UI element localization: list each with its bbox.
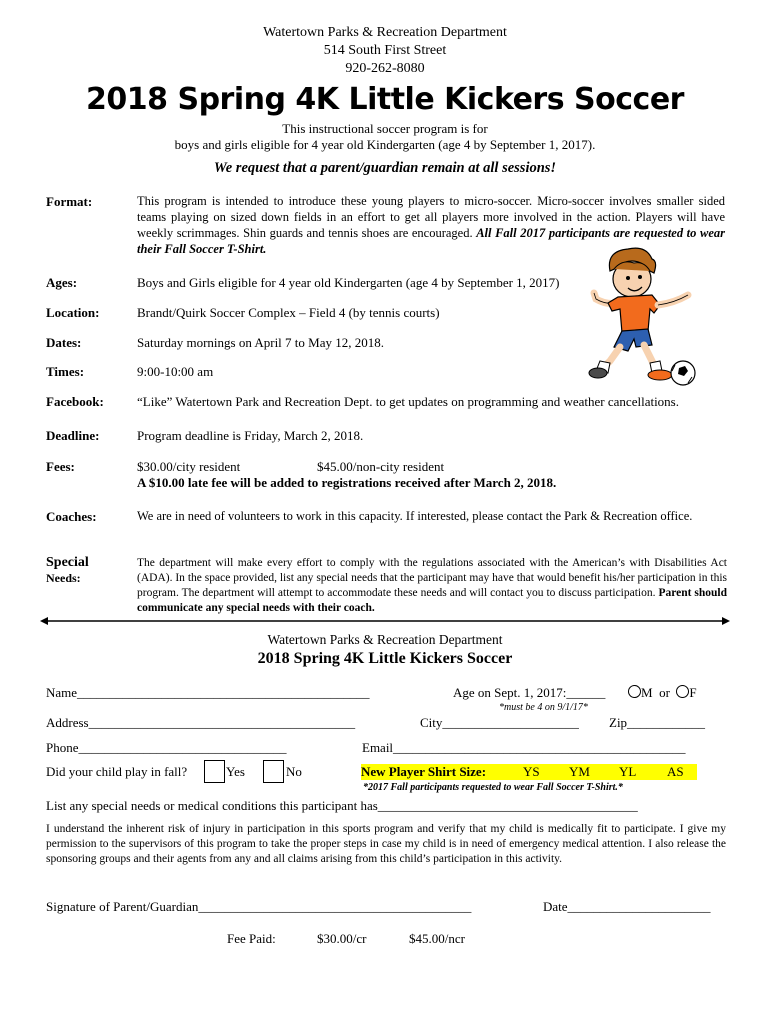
fees-city: $30.00/city resident (137, 459, 241, 474)
facebook-text: “Like” Watertown Park and Recreation Dept. to get updates on programming and weather cancellations. (137, 394, 679, 409)
cut-line-divider (40, 614, 730, 628)
male-label: M (641, 685, 653, 700)
yes-checkbox[interactable] (204, 760, 225, 783)
special-coach-note: Parent should communicate any special needs with their coach. (137, 587, 728, 614)
dates-text: Saturday mornings on April 7 to May 12, 2018. (137, 335, 384, 350)
page-title: 2018 Spring 4K Little Kickers Soccer (86, 82, 684, 117)
location-text: Brandt/Quirk Soccer Complex – Field 4 (by tennis courts) (137, 305, 440, 320)
signature-field[interactable]: Signature of Parent/Guardian__________________________________________ (46, 899, 472, 914)
deadline-label: Deadline: (46, 428, 100, 443)
facebook-label: Facebook: (46, 394, 104, 409)
format-text: This program is intended to introduce these young players to micro-soccer. Micro-soccer involves smaller sided teams playing on sized down fields in an effort to get all players more involved in the action. Players will have weekly scrimmages. Shin guards and tennis shoes are encouraged. (137, 194, 725, 240)
format-label: Format: (46, 194, 93, 209)
zip-field[interactable]: Zip____________ (609, 715, 706, 730)
intro-line-1: This instructional soccer program is for (282, 121, 488, 136)
special-needs-paragraph (137, 556, 727, 616)
coaches-text: We are in need of volunteers to work in this capacity. If interested, please contact the Park & Recreation office. (137, 509, 693, 523)
soccer-kid-illustration (588, 243, 706, 391)
age-field[interactable]: Age on Sept. 1, 2017:______ (453, 685, 606, 700)
times-label: Times: (46, 364, 85, 379)
female-label: F (689, 685, 697, 700)
or-label: or (659, 685, 670, 700)
date-field[interactable]: Date______________________ (543, 899, 711, 914)
no-checkbox[interactable] (263, 760, 284, 783)
shirt-size-yl[interactable]: YL (619, 764, 637, 779)
special-needs-field[interactable]: List any special needs or medical conditions this participant has________________________________________ (46, 798, 638, 813)
shirt-size-ys[interactable]: YS (523, 764, 540, 779)
times-text: 9:00-10:00 am (137, 364, 214, 379)
special-label-2: Needs: (46, 571, 81, 585)
special-text: The department will make every effort to comply with the regulations associated with the American’s with Disabilities Act (ADA). In the space provided, list any special needs that the participant may have that would benefit his/her participation in this program. The department will attempt to accommodate these needs and will contact you to discuss participation. (137, 557, 727, 599)
age-note: *must be 4 on 9/1/17* (499, 702, 588, 713)
shirt-size-ym[interactable]: YM (569, 764, 590, 779)
fees-noncity: $45.00/non-city resident (317, 459, 445, 474)
fee-city-option: $30.00/cr (317, 931, 367, 946)
name-field[interactable]: Name_____________________________________________ (46, 685, 370, 700)
fee-paid-label: Fee Paid: (227, 931, 276, 946)
coaches-label: Coaches: (46, 509, 97, 524)
shirt-note: *2017 Fall participants requested to wear Fall Soccer T-Shirt.* (363, 782, 623, 793)
special-label-1: Special (46, 555, 89, 570)
form-title: 2018 Spring 4K Little Kickers Soccer (257, 650, 513, 667)
header-dept: Watertown Parks & Recreation Department (263, 25, 507, 40)
form-dept: Watertown Parks & Recreation Department (267, 632, 503, 647)
address-field[interactable]: Address_________________________________________ (46, 715, 356, 730)
fees-late-fee: A $10.00 late fee will be added to registrations received after March 2, 2018. (137, 475, 557, 490)
shirt-size-as[interactable]: AS (667, 764, 684, 779)
ages-text: Boys and Girls eligible for 4 year old Kindergarten (age 4 by September 1, 2017) (137, 275, 560, 290)
dates-label: Dates: (46, 335, 82, 350)
phone-field[interactable]: Phone________________________________ (46, 740, 287, 755)
gender-choice (628, 685, 697, 701)
shirt-size-row (361, 764, 697, 780)
yes-label: Yes (226, 764, 245, 779)
header-phone: 920-262-8080 (345, 61, 425, 76)
location-label: Location: (46, 305, 100, 320)
intro-line-2: boys and girls eligible for 4 year old Kindergarten (age 4 by September 1, 2017). (174, 137, 596, 152)
email-field[interactable]: Email_____________________________________________ (362, 740, 686, 755)
no-label: No (286, 764, 302, 779)
shirt-size-label: New Player Shirt Size: (361, 764, 487, 779)
fall-question: Did your child play in fall? (46, 764, 188, 779)
waiver-text: I understand the inherent risk of injury in participation in this sports program and verify that my child is medically fit to participate. I give my permission to the supervisors of this program to take the proper steps in case my child is in need of emergency medical attention. I also release the sponsoring groups and their agents from any and all claims arising from this child’s participation in this activity. (46, 823, 726, 865)
female-radio[interactable] (676, 685, 689, 698)
parent-request: We request that a parent/guardian remain at all sessions! (213, 160, 557, 176)
fees-label: Fees: (46, 459, 75, 474)
fee-noncity-option: $45.00/ncr (409, 931, 465, 946)
ages-label: Ages: (46, 275, 78, 290)
male-radio[interactable] (628, 685, 641, 698)
format-shirt-note: All Fall 2017 participants are requested to wear their Fall Soccer T-Shirt. (137, 226, 726, 256)
city-field[interactable]: City_____________________ (420, 715, 579, 730)
header-address: 514 South First Street (323, 43, 447, 58)
deadline-text: Program deadline is Friday, March 2, 2018. (137, 428, 364, 443)
